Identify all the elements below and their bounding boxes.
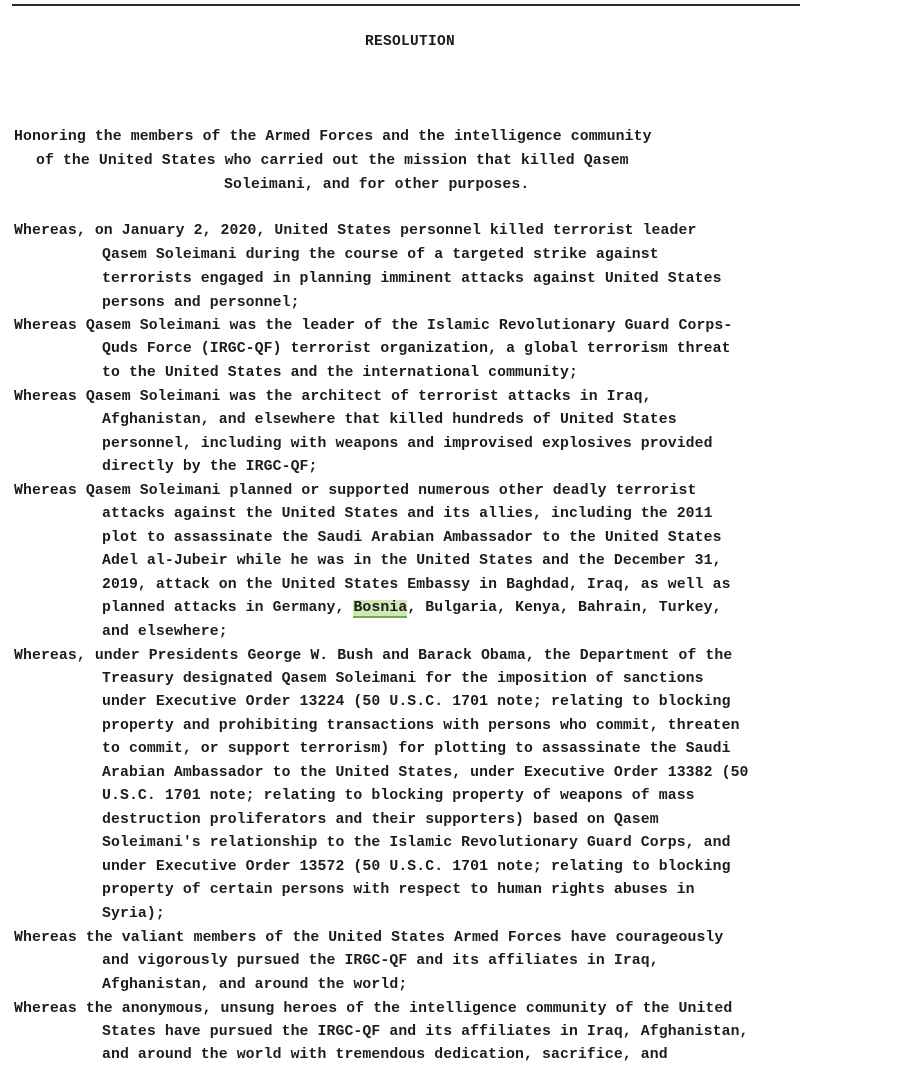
clause-line: to commit, or support terrorism) for plotting to assassinate the Saudi xyxy=(102,741,731,757)
page-title: RESOLUTION xyxy=(364,34,455,50)
clause-line: destruction proliferators and their supporters) based on Qasem xyxy=(102,812,659,828)
clause-line: Soleimani's relationship to the Islamic Revolutionary Guard Corps, and xyxy=(102,835,731,851)
clause-line: and around the world with tremendous dedication, sacrifice, and xyxy=(102,1047,668,1063)
whereas-line: Whereas the anonymous, unsung heroes of the intelligence community of the United xyxy=(14,1001,733,1017)
clause-text: planned attacks in Germany, xyxy=(102,600,354,616)
clause-line: plot to assassinate the Saudi Arabian Ambassador to the United States xyxy=(102,530,722,546)
clause-line: Afghanistan, and around the world; xyxy=(102,977,408,993)
clause-line: Adel al-Jubeir while he was in the United States and the December 31, xyxy=(102,553,722,569)
whereas-line: Whereas, on January 2, 2020, United States personnel killed terrorist leader xyxy=(14,223,697,239)
clause-line: Syria); xyxy=(102,906,165,922)
whereas-line: Whereas Qasem Soleimani was the leader of the Islamic Revolutionary Guard Corps- xyxy=(14,318,733,334)
clause-line xyxy=(102,599,722,617)
clause-line: personnel, including with weapons and improvised explosives provided xyxy=(102,436,713,452)
clause-line: U.S.C. 1701 note; relating to blocking property of weapons of mass xyxy=(102,788,695,804)
clause-line: under Executive Order 13224 (50 U.S.C. 1701 note; relating to blocking xyxy=(102,694,731,710)
clause-line: States have pursued the IRGC-QF and its affiliates in Iraq, Afghanistan, xyxy=(102,1024,749,1040)
clause-line: and elsewhere; xyxy=(102,624,228,640)
clause-line: Treasury designated Qasem Soleimani for the imposition of sanctions xyxy=(102,671,704,687)
whereas-line: Whereas, under Presidents George W. Bush and Barack Obama, the Department of the xyxy=(14,648,733,664)
clause-line: 2019, attack on the United States Embassy in Baghdad, Iraq, as well as xyxy=(102,577,731,593)
highlighted-word: Bosnia xyxy=(353,600,408,616)
clause-line: Qasem Soleimani during the course of a targeted strike against xyxy=(102,247,659,263)
whereas-line: Whereas Qasem Soleimani was the architect of terrorist attacks in Iraq, xyxy=(14,389,652,405)
whereas-line: Whereas the valiant members of the United States Armed Forces have courageously xyxy=(14,930,724,946)
purpose-line: of the United States who carried out the mission that killed Qasem xyxy=(36,153,629,169)
purpose-line: Honoring the members of the Armed Forces and the intelligence community xyxy=(14,129,652,145)
clause-line: property of certain persons with respect to human rights abuses in xyxy=(102,882,695,898)
clause-line: terrorists engaged in planning imminent attacks against United States xyxy=(102,271,722,287)
clause-line: Arabian Ambassador to the United States, under Executive Order 13382 (50 xyxy=(102,765,749,781)
clause-line: persons and personnel; xyxy=(102,295,300,311)
clause-line: under Executive Order 13572 (50 U.S.C. 1701 note; relating to blocking xyxy=(102,859,731,875)
clause-line: Afghanistan, and elsewhere that killed hundreds of United States xyxy=(102,412,677,428)
clause-line: attacks against the United States and its allies, including the 2011 xyxy=(102,506,713,522)
clause-line: Quds Force (IRGC-QF) terrorist organization, a global terrorism threat xyxy=(102,341,731,357)
whereas-line: Whereas Qasem Soleimani planned or supported numerous other deadly terrorist xyxy=(14,483,697,499)
top-rule xyxy=(12,4,800,6)
clause-line: to the United States and the international community; xyxy=(102,365,578,381)
clause-line: directly by the IRGC-QF; xyxy=(102,459,318,475)
purpose-line: Soleimani, and for other purposes. xyxy=(224,177,530,193)
clause-line: property and prohibiting transactions with persons who commit, threaten xyxy=(102,718,740,734)
clause-line: and vigorously pursued the IRGC-QF and its affiliates in Iraq, xyxy=(102,953,659,969)
clause-text: , Bulgaria, Kenya, Bahrain, Turkey, xyxy=(407,600,722,616)
